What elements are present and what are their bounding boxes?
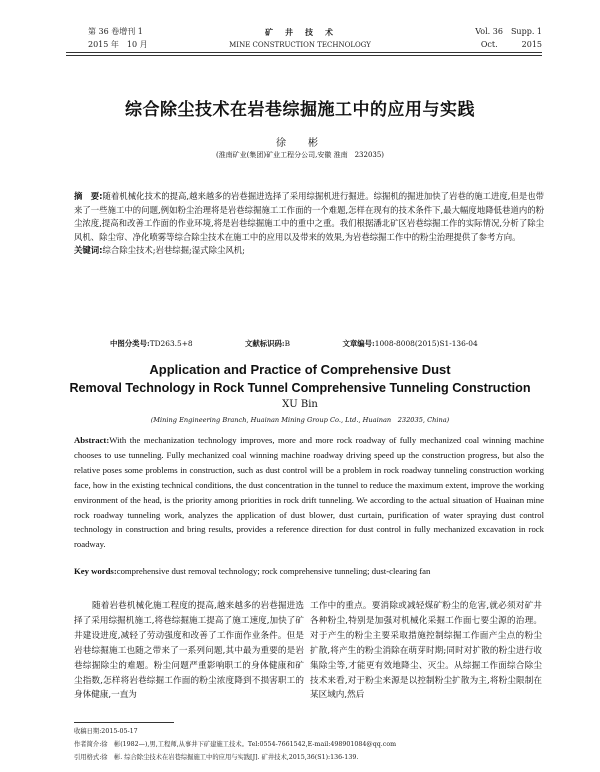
header-rule [66, 52, 542, 53]
footnote-author-intro: 作者简介:徐 彬(1982—),男,工程师,从事井下矿建施工技术。Tel:0554-7661542,E-mail:498901084@qq.com [74, 741, 397, 748]
keywords-en-label: Key words: [74, 566, 117, 576]
footnote-citation: 引用格式:徐 彬. 综合除尘技术在岩巷综掘施工中的应用与实践[J]. 矿井技术,2015,36(S1):136-139. [74, 754, 359, 761]
issue-date: 2015 年 10 月 [88, 40, 148, 49]
author-en: XU Bin [282, 399, 318, 410]
keywords-en [74, 566, 554, 576]
body-column-right: 工作中的重点。要消除或减轻煤矿粉尘的危害,就必须对矿井各种粉尘,特别是加强对机械化采掘工作面七要尘源的治理。对于产生的粉尘主要采取措施控制综掘工作面产尘点的粉尘扩散,将产生的粉尘消除在萌芽时期;同时对扩散的粉尘进行收集除尘等,才能更有效地降尘、灭尘。从综掘工作面综合除尘技术来看,对于粉尘来源是以控制粉尘扩散为主,将粉尘限制在某区域内,然后 [310, 601, 542, 701]
classification-row [110, 338, 498, 349]
header-rule-2 [66, 55, 542, 56]
paper-title-en-line2: Removal Technology in Rock Tunnel Comprehensive Tunneling Construction [69, 381, 531, 395]
article-no-label: 文章编号: [342, 339, 375, 348]
keywords-cn-text: 综合除尘技术;岩巷综掘;湿式除尘风机; [102, 245, 245, 256]
abstract-en [74, 433, 544, 552]
abstract-cn-text: 随着机械化技术的提高,越来越多的岩巷掘进选择了采用综掘机进行掘进。综掘机的掘进加快了岩巷的施工进度,但是也带来了一些施工中的问题,例如粉尘治理将是岩巷综掘施工工作面的一个难题,怎样在现有的技术条件下,最大幅度地降低巷道内的粉尘浓度,提高和改善工作面的作业环境,将是岩巷综掘施工中的重中之重。我们根据潘北矿区岩巷综掘工作的实际情况,分析了除尘风机、除尘帘、净化喷雾等综合除尘技术在施工中的应用以及带来的效果,为岩巷综掘工作中的粉尘治理提供了参考方向。 [74, 191, 544, 242]
affiliation-en: (Mining Engineering Branch, Huainan Mining Group Co., Ltd., Huainan 232035, China) [150, 416, 450, 424]
doc-code-label: 文献标识码: [244, 339, 285, 348]
body-column-left: 随着岩巷机械化施工程度的提高,越来越多的岩巷掘进选择了采用综掘机施工,将巷综掘施工提高了施工速度,加快了矿井建设进度,减轻了劳动强度和改善了工作面作业条件。但是岩巷综掘施工也随之带来了一系列问题,其中最为重要的是岩巷综掘除尘的难题。粉尘问题严重影响职工的身体健康和矿尘指数,怎样将岩巷综掘工作面的粉尘浓度降到不损害职工的身体健康,一直为 [74, 601, 304, 701]
keywords-en-text: comprehensive dust removal technology; rock comprehensive tunneling; dust-clearing fan [116, 566, 431, 576]
footnote-rule [74, 722, 174, 723]
affiliation-cn: (淮南矿业(集团)矿业工程分公司,安徽 淮南 232035) [215, 151, 385, 159]
volume-info: 第 36 卷增刊 1 [88, 27, 143, 36]
article-no-value: 1008-8008(2015)S1-136-04 [374, 339, 478, 348]
author-cn: 徐 彬 [276, 138, 324, 149]
clc-label: 中图分类号: [110, 339, 150, 348]
abstract-en-text: With the mechanization technology improves, more and more rock roadway of fully mechanized coal winning machine chooses to use tunneling. Fully mechanized coal winning machine roadway driving speed up the construction progress, but also the relative poses some problems in construction, such as dust control will be a problem in rock roadway tunneling construction working face, how in the existing technical conditions, the dust concentration in the tunnel to reduce the maximum extent, improve the working environment of the head, is the priority among priorities in rock drift tunneling. We according to the actual situation of Huainan mine rock roadway tunneling work, analyzes the application of dust blower, dust curtain, purification of water spraying dust control technology in construction and bring results, provides a reference direction for dust control in fully mechanized excavation in rock roadway. [74, 435, 544, 550]
journal-name-cn: 矿 井 技 术 [265, 27, 335, 37]
journal-name-en: MINE CONSTRUCTION TECHNOLOGY [229, 41, 371, 49]
abstract-cn-label: 摘 要: [74, 191, 103, 201]
abstract-en-label: Abstract: [74, 435, 110, 445]
clc-value: TD263.5+8 [149, 339, 193, 348]
issue-date-en: Oct. 2015 [480, 40, 542, 49]
abstract-cn [74, 190, 544, 258]
doc-code-value: B [284, 339, 291, 348]
footnote-received: 收稿日期:2015-05-17 [74, 728, 138, 735]
volume-info-en: Vol. 36 Supp. 1 [475, 27, 542, 36]
paper-title-en-line1: Application and Practice of Comprehensive Dust [149, 362, 451, 377]
keywords-cn-label: 关键词: [74, 245, 103, 256]
paper-title-cn: 综合除尘技术在岩巷综掘施工中的应用与实践 [125, 100, 475, 120]
